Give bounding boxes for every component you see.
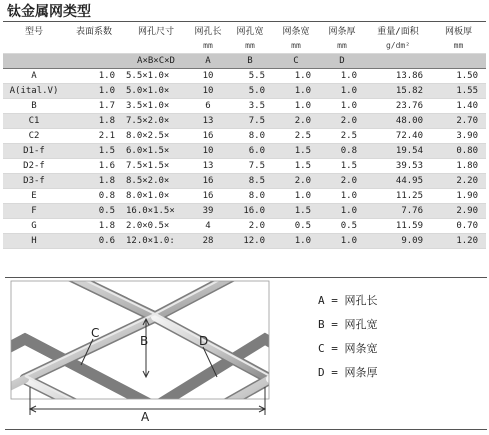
table-cell: 8.0 [227, 188, 273, 203]
table-cell: 1.0 [273, 83, 319, 98]
table-cell: D2-f [3, 158, 65, 173]
table-cell: mm [273, 38, 319, 53]
table-cell: H [3, 233, 65, 248]
legend-item-b: B = 网孔宽 [318, 318, 378, 331]
table-cell: 39 [189, 203, 227, 218]
diagram-legend [318, 290, 478, 386]
table-cell: 1.5 [319, 158, 365, 173]
table-cell: 7.5 [227, 113, 273, 128]
table-cell: 网板厚 [444, 27, 472, 37]
mesh-spec-table [3, 23, 486, 249]
table-row [3, 128, 486, 143]
table-cell: 2.1 [65, 128, 123, 143]
table-cell: 6.0×1.5× [123, 143, 189, 158]
table-cell: 0.6 [65, 233, 123, 248]
table-cell: 1.0 [65, 83, 123, 98]
table-cell: 1.0 [273, 233, 319, 248]
table-cell: 网孔长 [194, 27, 222, 37]
table-cell: 1.5 [65, 143, 123, 158]
table-cell: 1.0 [319, 68, 365, 83]
table-cell: 6.0 [227, 143, 273, 158]
label-a: A [141, 410, 150, 424]
table-cell: 2.70 [431, 113, 486, 128]
table-cell: 7.5×1.5× [123, 158, 189, 173]
table-header-row [3, 23, 486, 38]
table-cell: 1.0 [273, 68, 319, 83]
table-cell: 13 [189, 113, 227, 128]
table-cell: 9.09 [365, 233, 431, 248]
table-cell: 5.0 [227, 83, 273, 98]
table-cell: 1.8 [65, 113, 123, 128]
table-cell: 1.8 [65, 218, 123, 233]
table-cell: 3.5×1.0× [123, 98, 189, 113]
table-cell: 0.8 [319, 143, 365, 158]
table-cell: 1.0 [319, 233, 365, 248]
table-cell: 2.0 [319, 113, 365, 128]
table-row [3, 188, 486, 203]
table-cell: 2.0 [273, 113, 319, 128]
label-c: C [91, 326, 100, 340]
table-cell [3, 53, 65, 68]
table-cell: 2.0 [319, 173, 365, 188]
table-cell: 8.0 [227, 128, 273, 143]
table-cell: 1.6 [65, 158, 123, 173]
table-cell: 8.0×2.5× [123, 128, 189, 143]
table-cell: 1.0 [273, 188, 319, 203]
page-title: 钛金属网类型 [3, 2, 486, 22]
table-cell: 19.54 [365, 143, 431, 158]
table-cell: A [189, 53, 227, 68]
table-cell: 网孔尺寸 [137, 27, 174, 37]
table-cell: 16.0×1.5× [123, 203, 189, 218]
table-cell: 1.55 [431, 83, 486, 98]
table-cell [65, 53, 123, 68]
table-cell: mm [189, 38, 227, 53]
table-cell: 1.40 [431, 98, 486, 113]
table-cell: 16 [189, 173, 227, 188]
table-cell: 2.90 [431, 203, 486, 218]
table-cell: D3-f [3, 173, 65, 188]
table-dimension-row [3, 53, 486, 68]
table-cell: 0.8 [65, 188, 123, 203]
table-cell: 8.5×2.0× [123, 173, 189, 188]
table-cell: 13.86 [365, 68, 431, 83]
table-cell: 2.20 [431, 173, 486, 188]
table-cell: 网孔宽 [236, 27, 264, 37]
table-row [3, 98, 486, 113]
mesh-diagram [5, 279, 310, 429]
table-cell: 10 [189, 83, 227, 98]
table-cell: 2.5 [273, 128, 319, 143]
table-cell: 2.0×0.5× [123, 218, 189, 233]
table-cell: 23.76 [365, 98, 431, 113]
table-row [3, 173, 486, 188]
table-cell: 2.0 [227, 218, 273, 233]
table-cell: 1.0 [319, 83, 365, 98]
table-cell: 重量/面积 [377, 27, 419, 37]
table-cell: mm [431, 38, 486, 53]
table-cell: 11.59 [365, 218, 431, 233]
legend-item-d: D = 网条厚 [318, 366, 378, 379]
table-cell [3, 38, 65, 53]
table-cell [431, 53, 486, 68]
table-cell: 表面系数 [75, 27, 112, 37]
table-cell: 1.80 [431, 158, 486, 173]
table-cell: A [3, 68, 65, 83]
table-cell: 7.5×2.0× [123, 113, 189, 128]
table-row [3, 158, 486, 173]
table-cell: A(ital.V) [3, 83, 65, 98]
table-cell: G [3, 218, 65, 233]
table-cell: 0.80 [431, 143, 486, 158]
table-cell: 39.53 [365, 158, 431, 173]
table-cell: 44.95 [365, 173, 431, 188]
table-cell: 3.90 [431, 128, 486, 143]
table-cell: 11.25 [365, 188, 431, 203]
table-row [3, 203, 486, 218]
table-cell: mm [319, 38, 365, 53]
table-cell: 网条宽 [282, 27, 310, 37]
table-row [3, 233, 486, 248]
table-cell: 1.20 [431, 233, 486, 248]
table-cell: 48.00 [365, 113, 431, 128]
table-cell: 1.0 [273, 98, 319, 113]
table-cell: 型号 [24, 27, 43, 37]
table-cell: C2 [3, 128, 65, 143]
table-cell: 28 [189, 233, 227, 248]
table-cell: mm [227, 38, 273, 53]
table-cell: 1.0 [65, 68, 123, 83]
table-cell: 8.5 [227, 173, 273, 188]
table-cell: A×B×C×D [123, 53, 189, 68]
table-cell: 3.5 [227, 98, 273, 113]
table-row [3, 83, 486, 98]
table-cell: C1 [3, 113, 65, 128]
table-units-row [3, 38, 486, 53]
table-cell: 7.76 [365, 203, 431, 218]
table-cell: 12.0 [227, 233, 273, 248]
table-cell: 7.5 [227, 158, 273, 173]
mesh-strands [5, 279, 310, 429]
table-cell: 13 [189, 158, 227, 173]
table-cell: 2.5 [319, 128, 365, 143]
table-cell [65, 38, 123, 53]
table-cell: 4 [189, 218, 227, 233]
table-cell: 0.5 [273, 218, 319, 233]
table-cell: 12.0×1.0: [123, 233, 189, 248]
table-cell: 16 [189, 188, 227, 203]
table-cell: 1.5 [273, 143, 319, 158]
table-cell: C [273, 53, 319, 68]
table-cell: 1.0 [319, 188, 365, 203]
table-cell: g/dm² [365, 38, 431, 53]
table-cell: 1.5 [273, 203, 319, 218]
legend-item-c: C = 网条宽 [318, 342, 378, 355]
table-cell: 1.0 [319, 98, 365, 113]
table-cell: 10 [189, 143, 227, 158]
table-cell: 0.5 [319, 218, 365, 233]
table-cell: 0.5 [65, 203, 123, 218]
table-row [3, 218, 486, 233]
table-cell: 1.7 [65, 98, 123, 113]
table-cell: D1-f [3, 143, 65, 158]
table-row [3, 113, 486, 128]
legend-item-a: A = 网孔长 [318, 294, 378, 307]
table-cell: 0.70 [431, 218, 486, 233]
table-row [3, 68, 486, 83]
table-cell: 6 [189, 98, 227, 113]
table-cell: 2.0 [273, 173, 319, 188]
table-row [3, 143, 486, 158]
table-cell: 1.0 [319, 203, 365, 218]
table-cell: 16 [189, 128, 227, 143]
table-cell: 网条厚 [328, 27, 356, 37]
table-cell: 5.5×1.0× [123, 68, 189, 83]
table-cell: 1.90 [431, 188, 486, 203]
table-cell: D [319, 53, 365, 68]
table-cell: 5.5 [227, 68, 273, 83]
table-cell: 10 [189, 68, 227, 83]
table-cell: 72.40 [365, 128, 431, 143]
table-cell: 1.8 [65, 173, 123, 188]
table-cell: F [3, 203, 65, 218]
table-cell: E [3, 188, 65, 203]
table-cell [123, 38, 189, 53]
table-cell: 1.50 [431, 68, 486, 83]
table-cell: 1.5 [273, 158, 319, 173]
label-d: D [199, 334, 209, 348]
table-cell [365, 53, 431, 68]
table-cell: 8.0×1.0× [123, 188, 189, 203]
table-cell: B [227, 53, 273, 68]
table-cell: 16.0 [227, 203, 273, 218]
table-cell: 5.0×1.0× [123, 83, 189, 98]
table-cell: 15.82 [365, 83, 431, 98]
label-b: B [140, 334, 149, 348]
table-cell: B [3, 98, 65, 113]
